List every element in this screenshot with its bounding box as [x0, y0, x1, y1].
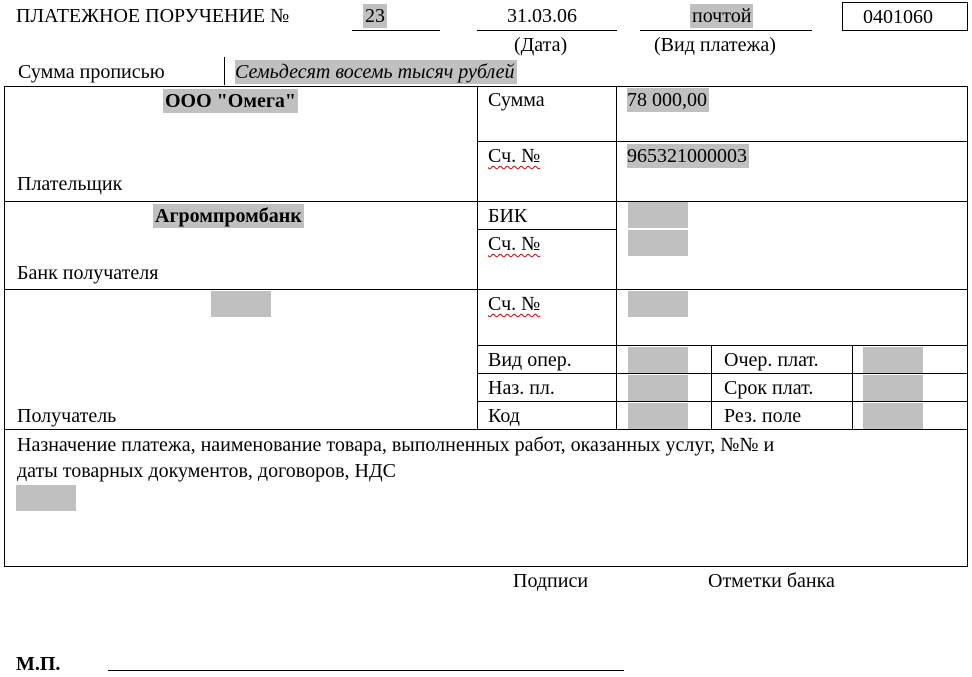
- payment-type[interactable]: почтой: [692, 5, 752, 27]
- table-divider-right-values: [852, 346, 853, 430]
- row-line-amount: [477, 141, 968, 142]
- row-line-purpose-code: [477, 401, 968, 402]
- row-line-recipient-account: [477, 345, 968, 346]
- payer-account-value[interactable]: 965321000003: [627, 145, 747, 167]
- payment-type-underline: [640, 30, 812, 31]
- recipient-account-label: Сч. №: [488, 293, 541, 315]
- table-divider-main: [477, 86, 478, 430]
- bank-name[interactable]: Агромпромбанк: [155, 205, 302, 227]
- op-type-field[interactable]: [628, 347, 688, 373]
- recipient-name-field[interactable]: [211, 291, 271, 317]
- payment-form-table: [4, 86, 968, 567]
- purpose-text-line2: даты товарных документов, договоров, НДС: [17, 460, 396, 482]
- bank-account-field[interactable]: [628, 230, 688, 256]
- code-label: Код: [488, 405, 520, 427]
- purpose-code-field[interactable]: [628, 375, 688, 401]
- payment-type-caption: (Вид платежа): [654, 34, 776, 56]
- date-underline: [477, 30, 617, 31]
- reserve-label: Рез. поле: [724, 405, 802, 427]
- amount-words-divider: [224, 57, 225, 85]
- form-code-box: [842, 2, 968, 31]
- row-line-payer: [4, 201, 968, 202]
- purpose-field[interactable]: [16, 485, 76, 511]
- bank-label: Банк получателя: [17, 262, 159, 284]
- bik-field[interactable]: [628, 202, 688, 228]
- priority-label: Очер. плат.: [724, 349, 819, 371]
- payer-label: Плательщик: [17, 173, 123, 195]
- table-divider-values: [616, 86, 617, 430]
- signatures-label: Подписи: [513, 570, 589, 592]
- code-field[interactable]: [628, 403, 688, 429]
- bank-marks-label: Отметки банка: [708, 570, 835, 592]
- row-line-bank: [4, 289, 968, 290]
- purpose-text-line1: Назначение платежа, наименование товара, выполненных работ, оказанных услуг, №№ и: [17, 434, 775, 456]
- table-divider-right-labels: [711, 346, 712, 430]
- bank-account-label: Сч. №: [488, 233, 541, 255]
- number-underline: [352, 30, 440, 31]
- amount-words-value[interactable]: Семьдесят восемь тысяч рублей: [235, 61, 515, 83]
- signature-line[interactable]: [108, 670, 624, 671]
- document-title: ПЛАТЕЖНОЕ ПОРУЧЕНИЕ №: [16, 5, 290, 27]
- document-date[interactable]: 31.03.06: [507, 5, 577, 27]
- priority-field[interactable]: [863, 347, 923, 373]
- form-code: 0401060: [863, 6, 933, 28]
- amount-label: Сумма: [488, 89, 545, 111]
- payer-name[interactable]: ООО "Омега": [165, 90, 297, 112]
- recipient-account-field[interactable]: [628, 291, 688, 317]
- row-line-recipient: [4, 429, 968, 430]
- term-label: Срок плат.: [724, 377, 814, 399]
- purpose-code-label: Наз. пл.: [488, 377, 555, 399]
- amount-value[interactable]: 78 000,00: [627, 89, 707, 111]
- reserve-field[interactable]: [863, 403, 923, 429]
- payer-account-label: Сч. №: [488, 145, 541, 167]
- row-line-bik: [477, 229, 616, 230]
- date-caption: (Дата): [514, 34, 568, 56]
- op-type-label: Вид опер.: [488, 349, 572, 371]
- recipient-label: Получатель: [17, 405, 117, 427]
- document-number[interactable]: 23: [365, 5, 385, 27]
- amount-words-label: Сумма прописью: [18, 61, 165, 83]
- term-field[interactable]: [863, 375, 923, 401]
- stamp-label: М.П.: [16, 653, 61, 675]
- row-line-op-type: [477, 373, 968, 374]
- bik-label: БИК: [488, 205, 528, 227]
